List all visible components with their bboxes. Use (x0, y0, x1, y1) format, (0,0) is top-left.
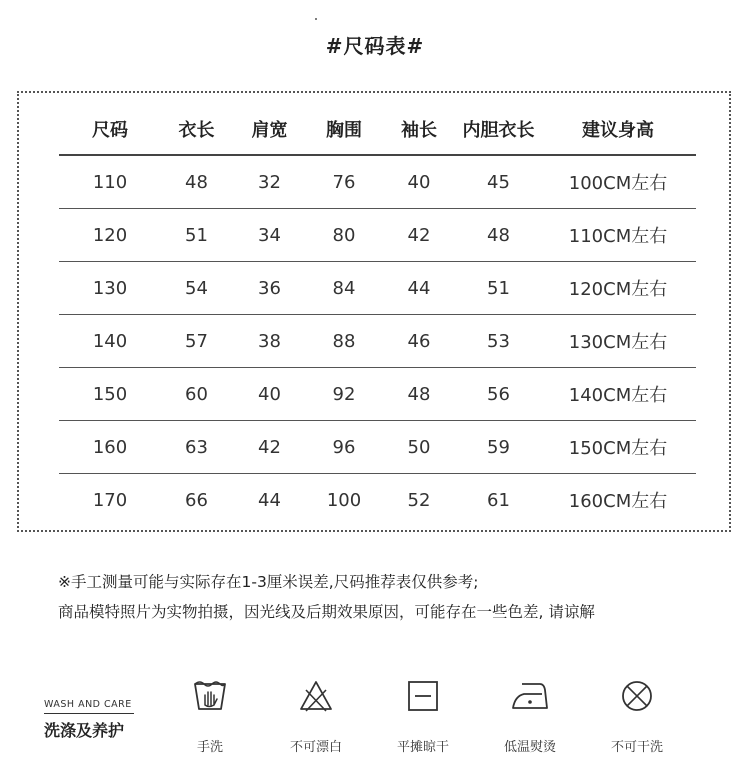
cell-shoulder: 40 (232, 368, 307, 421)
cell-liner-length: 56 (457, 368, 540, 421)
cell-sleeve: 52 (407, 489, 431, 511)
table-row (59, 421, 696, 474)
header-length: 衣长 (161, 104, 232, 155)
header-chest: 胸围 (307, 104, 381, 155)
cell-height: 100CM左右 (540, 155, 696, 209)
table-row (59, 155, 696, 209)
header-size: 尺码 (59, 104, 161, 155)
cell-shoulder: 42 (232, 421, 307, 474)
table-row (59, 209, 696, 262)
cell-sleeve: 40 (381, 155, 457, 209)
cell-size: 170 (92, 489, 128, 511)
cell-liner-length: 48 (457, 209, 540, 262)
cell-length: 48 (161, 155, 232, 209)
header-shoulder: 肩宽 (232, 104, 307, 155)
cell-size: 120 (59, 209, 161, 262)
care-heading-en: WASH AND CARE (44, 699, 132, 710)
no-dry-clean-icon (619, 678, 655, 714)
header-liner-length: 内胆衣长 (457, 104, 540, 155)
cell-chest: 96 (307, 421, 381, 474)
cell-height: 150CM左右 (540, 421, 696, 474)
cell-liner-length: 51 (457, 262, 540, 315)
table-header-row (59, 104, 696, 155)
care-label: 手洗 (196, 740, 223, 755)
cell-size: 140 (59, 315, 161, 368)
cell-chest: 80 (307, 209, 381, 262)
size-table (59, 104, 696, 526)
care-item-low-iron (482, 678, 578, 755)
care-label: 不可漂白 (289, 740, 342, 755)
cell-liner-length: 59 (457, 421, 540, 474)
care-label: 不可干洗 (610, 740, 663, 755)
cell-sleeve: 46 (381, 315, 457, 368)
cell-sleeve: 48 (381, 368, 457, 421)
low-iron-icon (510, 678, 550, 714)
table-row (59, 368, 696, 421)
care-heading-zh: 洗涤及养护 (44, 721, 125, 740)
cell-sleeve: 50 (381, 421, 457, 474)
cell-length: 51 (161, 209, 232, 262)
cell-height: 110CM左右 (540, 209, 696, 262)
cell-liner-length: 45 (457, 155, 540, 209)
cell-length: 54 (161, 262, 232, 315)
cell-size: 160 (59, 421, 161, 474)
cell-length: 63 (161, 421, 232, 474)
care-item-no-dry-clean (589, 678, 685, 755)
cell-sleeve: 42 (381, 209, 457, 262)
cell-liner-length: 53 (457, 315, 540, 368)
cell-size: 110 (59, 155, 161, 209)
cell-shoulder: 34 (232, 209, 307, 262)
care-item-hand-wash (162, 678, 258, 755)
table-row (59, 315, 696, 368)
cell-shoulder: 44 (258, 489, 281, 511)
table-row (59, 474, 696, 527)
cell-shoulder: 38 (232, 315, 307, 368)
cell-height: 140CM左右 (540, 368, 696, 421)
care-divider (44, 713, 134, 714)
cell-length: 57 (161, 315, 232, 368)
cell-chest: 84 (307, 262, 381, 315)
cell-chest: 76 (307, 155, 381, 209)
header-height: 建议身高 (540, 104, 696, 155)
cell-height: 160CM左右 (568, 491, 668, 512)
cell-sleeve: 44 (381, 262, 457, 315)
cell-chest: 100 (326, 489, 362, 511)
cell-shoulder: 36 (232, 262, 307, 315)
care-label: 平摊晾干 (396, 740, 449, 755)
cell-chest: 92 (307, 368, 381, 421)
note-color-difference: 商品模特照片为实物拍摄，因光线及后期效果原因，可能存在一些色差, 请谅解 (58, 603, 595, 621)
note-measurement: ※手工测量可能与实际存在1-3厘米误差,尺码推荐表仅供参考; (58, 573, 479, 591)
cell-liner-length: 61 (487, 489, 510, 511)
cell-chest: 88 (307, 315, 381, 368)
header-sleeve: 袖长 (381, 104, 457, 155)
page-title: #尺码表# (325, 34, 425, 58)
care-item-dry-flat (375, 678, 471, 755)
cell-size: 150 (59, 368, 161, 421)
no-bleach-icon (298, 678, 334, 714)
cell-length: 66 (185, 489, 208, 511)
care-item-no-bleach (268, 678, 364, 755)
dry-flat-icon (405, 678, 441, 714)
cell-length: 60 (161, 368, 232, 421)
top-dot (315, 18, 317, 20)
cell-height: 120CM左右 (540, 262, 696, 315)
cell-shoulder: 32 (232, 155, 307, 209)
table-row (59, 262, 696, 315)
hand-wash-icon (192, 678, 228, 714)
cell-height: 130CM左右 (540, 315, 696, 368)
cell-size: 130 (59, 262, 161, 315)
care-label: 低温熨烫 (503, 740, 556, 755)
